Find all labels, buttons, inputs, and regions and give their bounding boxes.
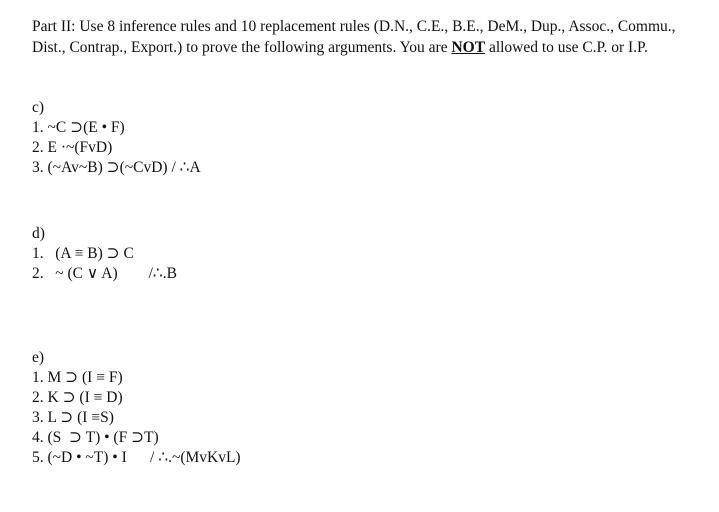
instructions-paragraph xyxy=(32,16,712,58)
problem-d-label: d) xyxy=(32,225,45,242)
problem-e-premise-1: 1. M ⊃ (I ≡ F) xyxy=(32,369,123,386)
problem-e-premise-5: 5. (~D • ~T) • I / ∴.~(MvKvL) xyxy=(32,449,241,466)
problem-e-premise-4: 4. (S ⊃ T) • (F ⊃T) xyxy=(32,429,159,446)
problem-c xyxy=(32,98,201,178)
problem-e-premise-3: 3. L ⊃ (I ≡S) xyxy=(32,409,114,426)
problem-d-premise-1: 1. (A ≡ B) ⊃ C xyxy=(32,245,134,262)
problem-e xyxy=(32,348,241,468)
problem-e-label: e) xyxy=(32,349,45,366)
instructions-tail: allowed to use C.P. or I.P. xyxy=(485,39,648,56)
instructions-text: Part II: Use 8 inference rules and 10 replacement rules (D.N., C.E., B.E., DeM., Dup., Assoc., Commu., Dist., Contrap., Export.) to prove the following arguments. You are xyxy=(32,18,676,56)
problem-c-label: c) xyxy=(32,99,45,116)
instructions-emphasis: NOT xyxy=(451,39,486,56)
problem-e-premise-2: 2. K ⊃ (I ≡ D) xyxy=(32,389,123,406)
problem-c-premise-1: 1. ~C ⊃(E • F) xyxy=(32,119,125,136)
problem-d-premise-2: 2. ~ (C ∨ A) /∴.B xyxy=(32,265,177,282)
problem-c-premise-2: 2. E ·~(FvD) xyxy=(32,139,113,156)
problem-c-premise-3: 3. (~Av~B) ⊃(~CvD) / ∴A xyxy=(32,159,201,176)
problem-d xyxy=(32,224,177,284)
document-page xyxy=(32,16,712,58)
